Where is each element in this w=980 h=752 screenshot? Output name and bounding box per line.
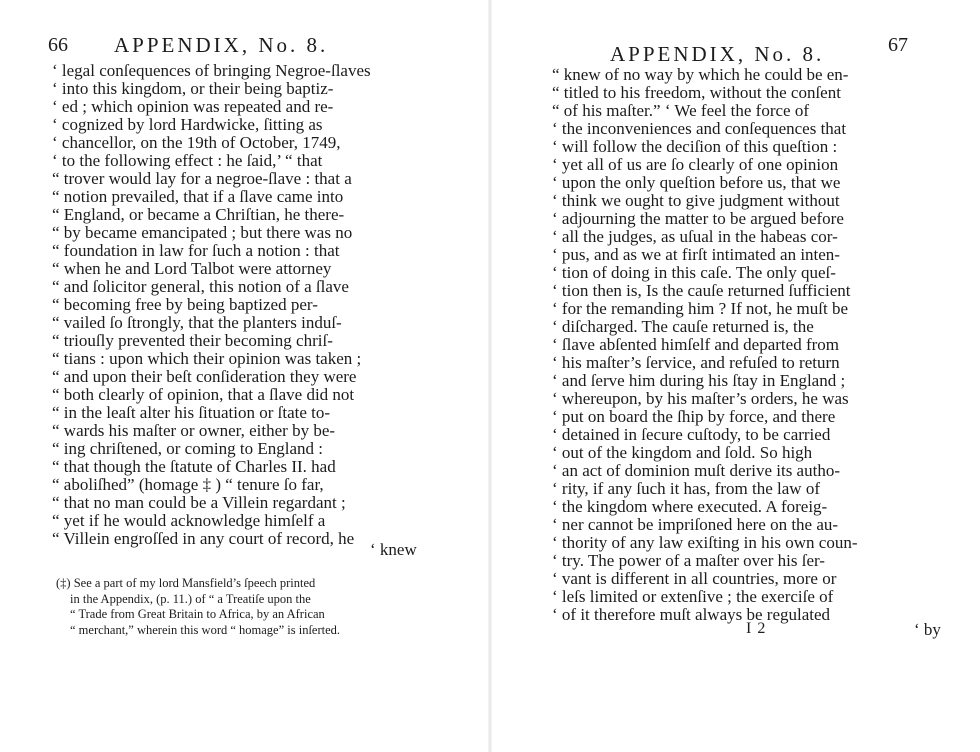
- text-line: “ titled to his freedom, without the conſent: [552, 83, 841, 102]
- text-line: “ vailed ſo ſtrongly, that the planters induſ-: [52, 313, 342, 332]
- text-line: (‡) See a part of my lord Mansfield’s ſpeech printed: [56, 576, 316, 590]
- text-line: ‘ chancellor, on the 19th of October, 1749,: [52, 133, 341, 152]
- text-line: ‘ to the following effect : he ſaid,’ “ that: [52, 151, 323, 170]
- text-line: ‘ cognized by lord Hardwicke, ſitting as: [52, 115, 323, 134]
- text-line: “ aboliſhed” (homage ‡ ) “ tenure ſo far,: [52, 475, 324, 494]
- text-line: ‘ vant is different in all countries, more or: [552, 569, 837, 588]
- text-block: [552, 66, 932, 624]
- text-line: ‘ of it therefore muſt always be regulated: [552, 605, 831, 624]
- text-line: “ triouſly prevented their becoming chriſ-: [52, 331, 333, 350]
- text-line: “ becoming free by being baptized per-: [52, 295, 318, 314]
- text-line: ‘ try. The power of a maſter over his ſer-: [552, 551, 825, 570]
- text-line: ‘ put on board the ſhip by force, and there: [552, 407, 836, 426]
- text-line: “ of his maſter.” ‘ We feel the force of: [552, 101, 809, 120]
- text-line: ‘ legal conſequences of bringing Negroe-ſlaves: [52, 61, 371, 80]
- text-line: “ and ſolicitor general, this notion of a ſlave: [52, 277, 349, 296]
- text-line: ‘ ner cannot be impriſoned here on the au-: [552, 515, 839, 534]
- running-head: APPENDIX, No. 8.: [114, 33, 329, 57]
- text-line: “ both clearly of opinion, that a ſlave did not: [52, 385, 355, 404]
- signature-mark: I 2: [746, 620, 767, 637]
- text-line: “ Trade from Great Britain to Africa, by an African: [70, 607, 325, 621]
- text-line: ‘ adjourning the matter to be argued before: [552, 209, 844, 228]
- text-line: “ that no man could be a Villein regardant ;: [52, 493, 346, 512]
- text-line: ‘ into this kingdom, or their being baptiz-: [52, 79, 334, 98]
- text-line: “ trover would lay for a negroe-ſlave : that a: [52, 169, 352, 188]
- text-line: “ wards his maſter or owner, either by be-: [52, 421, 336, 440]
- text-line: ‘ ed ; which opinion was repeated and re-: [52, 97, 334, 116]
- text-line: “ yet if he would acknowledge himſelf a: [52, 511, 326, 530]
- page-number: 66: [48, 34, 68, 56]
- text-line: ‘ ſlave abſented himſelf and departed from: [552, 335, 839, 354]
- text-block: [52, 62, 418, 548]
- text-line: “ that though the ſtatute of Charles II. had: [52, 457, 336, 476]
- text-line: “ tians : upon which their opinion was taken ;: [52, 349, 362, 368]
- text-line: “ knew of no way by which he could be en-: [552, 65, 849, 84]
- text-line: ‘ think we ought to give judgment without: [552, 191, 840, 210]
- text-line: in the Appendix, (p. 11.) of “ a Treatiſe upon the: [70, 591, 311, 606]
- text-line: “ notion prevailed, that if a ſlave came into: [52, 187, 344, 206]
- text-line: ‘ for the remanding him ? If not, he muſt be: [552, 299, 848, 318]
- running-head: APPENDIX, No. 8.: [610, 42, 825, 66]
- text-line: ‘ whereupon, by his maſter’s orders, he was: [552, 389, 849, 408]
- footnote: [56, 576, 418, 638]
- text-line: “ when he and Lord Talbot were attorney: [52, 259, 332, 278]
- catchword: ‘ knew: [370, 540, 417, 559]
- text-line: ‘ diſcharged. The cauſe returned is, the: [552, 317, 814, 336]
- text-line: ‘ and ſerve him during his ſtay in England ;: [552, 371, 846, 390]
- text-line: ‘ yet all of us are ſo clearly of one opinion: [552, 155, 839, 174]
- text-line: ‘ the inconveniences and conſequences that: [552, 119, 847, 138]
- text-line: “ Villein engroſſed in any court of record, he: [52, 529, 355, 548]
- text-line: ‘ the kingdom where executed. A foreig-: [552, 497, 828, 516]
- catchword: ‘ by: [914, 620, 941, 639]
- text-line: ‘ detained in ſecure cuſtody, to be carried: [552, 425, 831, 444]
- text-line: ‘ rity, if any ſuch it has, from the law of: [552, 479, 820, 498]
- text-line: ‘ tion of doing in this caſe. The only queſ-: [552, 263, 836, 282]
- text-line: ‘ upon the only queſtion before us, that we: [552, 173, 841, 192]
- text-line: “ England, or became a Chriſtian, he there-: [52, 205, 345, 224]
- text-line: ‘ will follow the deciſion of this queſtion :: [552, 137, 838, 156]
- text-line: “ in the leaſt alter his ſituation or ſtate to-: [52, 403, 331, 422]
- text-line: ‘ thority of any law exiſting in his own coun-: [552, 533, 858, 552]
- text-line: “ foundation in law for ſuch a notion : that: [52, 241, 340, 260]
- right-page: [490, 0, 980, 752]
- text-line: “ by became emancipated ; but there was no: [52, 223, 353, 242]
- text-line: “ merchant,” wherein this word “ homage” is inſerted.: [70, 622, 341, 637]
- page-number: 67: [888, 34, 908, 56]
- text-line: “ and upon their beſt conſideration they were: [52, 367, 357, 386]
- text-line: ‘ out of the kingdom and ſold. So high: [552, 443, 813, 462]
- text-line: ‘ all the judges, as uſual in the habeas cor-: [552, 227, 838, 246]
- text-line: ‘ leſs limited or extenſive ; the exerciſe of: [552, 587, 834, 606]
- text-line: ‘ tion then is, Is the cauſe returned ſufficient: [552, 281, 851, 300]
- text-line: ‘ pus, and as we at firſt intimated an inten-: [552, 245, 840, 264]
- text-line: “ ing chriſtened, or coming to England :: [52, 439, 323, 458]
- text-line: ‘ his maſter’s ſervice, and refuſed to return: [552, 353, 840, 372]
- text-line: ‘ an act of dominion muſt derive its autho-: [552, 461, 840, 480]
